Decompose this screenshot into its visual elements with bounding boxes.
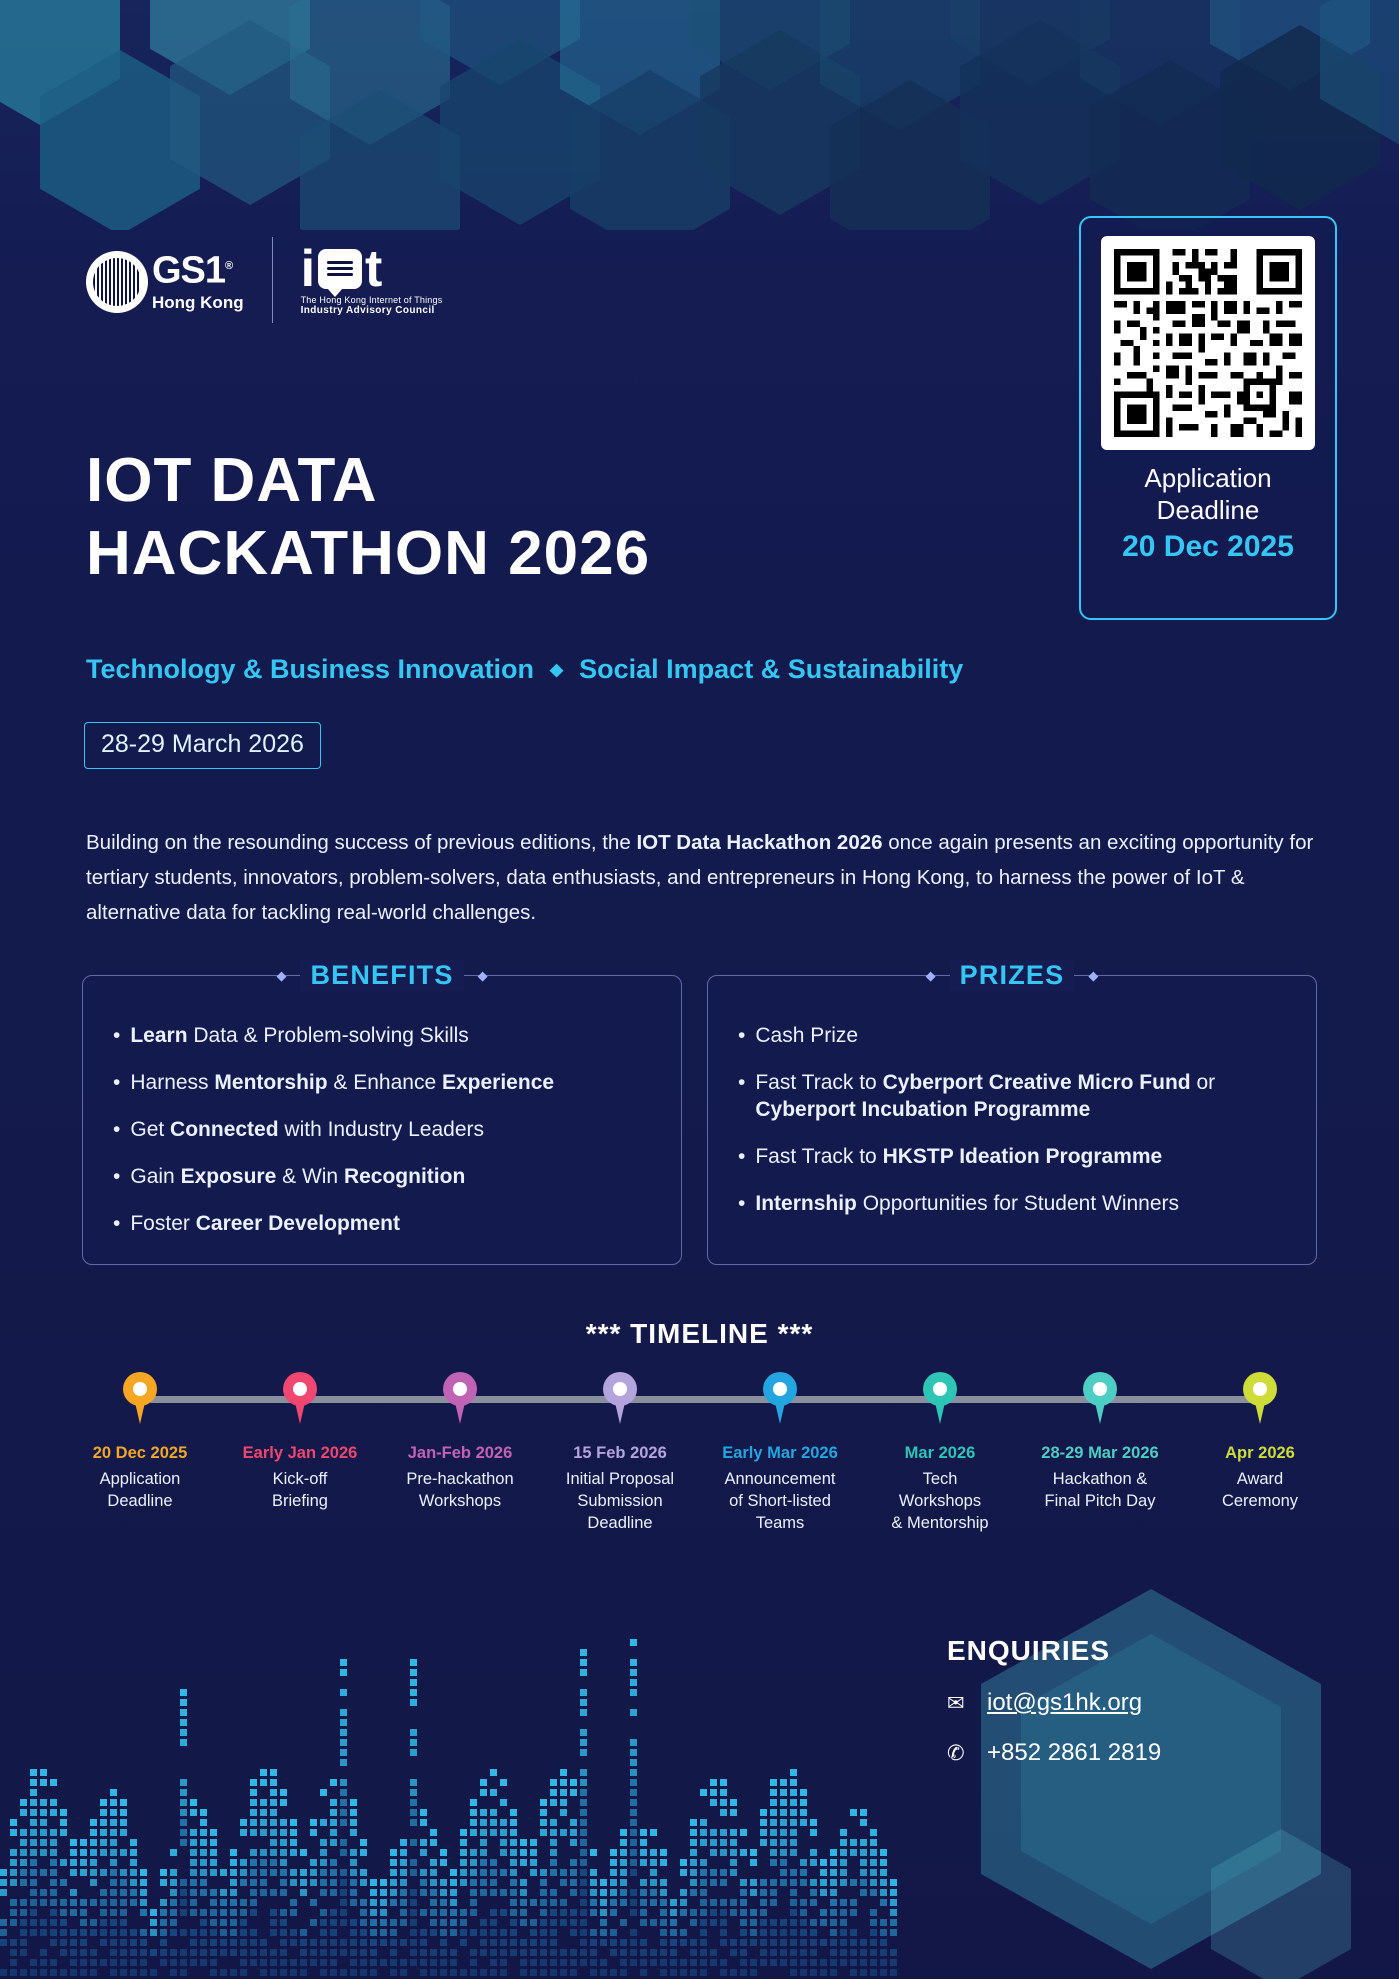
diamond-icon: ◆ [1088, 967, 1099, 983]
gs1-barcode-circle-icon [86, 251, 148, 313]
list-item-label: Cash Prize [755, 1024, 859, 1047]
list-item [113, 1116, 655, 1143]
gs1-word-text: GS1 [152, 249, 226, 292]
timeline-pin-icon [1243, 1372, 1277, 1406]
prizes-list [708, 976, 1316, 1217]
timeline-items [60, 1372, 1340, 1534]
timeline-label: Application Deadline [99, 1470, 181, 1510]
list-item [738, 1143, 1290, 1170]
timeline-pin-center [1093, 1382, 1107, 1396]
intro-part-2: once again presents an exciting opportunity for tertiary students, innovators, problem-solvers, data enthusiasts, and entrepreneurs in Hong Kong, to harness the power of IoT & alternative data for tackling real-world challenges. [86, 831, 1314, 924]
list-item-label: Internship Opportunities for Student Winners [755, 1192, 1180, 1215]
timeline-date: Apr 2026 [1225, 1444, 1295, 1462]
intro-bold-event-name: IOT Data Hackathon 2026 [636, 831, 883, 854]
diamond-icon: ◆ [477, 967, 488, 983]
enquiries-title: ENQUIRIES [947, 1635, 1111, 1666]
divider [1112, 975, 1218, 976]
enquiries-block [947, 1635, 1287, 1767]
list-item [113, 1069, 655, 1096]
bullet-icon: • [113, 1165, 121, 1188]
list-item [738, 1190, 1290, 1217]
timeline-label: Initial Proposal Submission Deadline [565, 1470, 675, 1532]
bullet-icon: • [738, 1024, 746, 1047]
timeline-label: Award Ceremony [1221, 1470, 1299, 1510]
timeline-pin-center [453, 1382, 467, 1396]
timeline-pin-icon [1083, 1372, 1117, 1406]
iot-iac-logo [300, 239, 443, 316]
timeline-date: Mar 2026 [904, 1444, 976, 1462]
enquiries-phone-row [947, 1739, 1287, 1767]
timeline-label: Tech Workshops & Mentorship [891, 1470, 989, 1532]
subtitle-left: Technology & Business Innovation [86, 654, 535, 684]
decorative-pixel-skyline [0, 1559, 900, 1979]
timeline-item [700, 1372, 860, 1534]
timeline-label: Pre-hackathon Workshops [406, 1470, 514, 1510]
qr-code-icon [1114, 249, 1302, 437]
subtitle-right: Social Impact & Sustainability [579, 654, 964, 684]
list-item [113, 1163, 655, 1190]
diamond-icon: ◆ [550, 659, 564, 679]
list-item-label: Harness Mentorship & Enhance Experience [130, 1071, 555, 1094]
gs1-wordmark [152, 247, 232, 290]
list-item [113, 1210, 655, 1237]
benefits-list [83, 976, 681, 1237]
timeline-pin-center [933, 1382, 947, 1396]
iot-caption-line2: Industry Advisory Council [300, 304, 435, 316]
timeline-date: 15 Feb 2026 [573, 1444, 667, 1462]
page-title [86, 444, 650, 590]
timeline-pin-icon [763, 1372, 797, 1406]
logo-divider [272, 237, 273, 323]
list-item [113, 1022, 655, 1049]
decorative-hex-band [0, 0, 1399, 230]
list-item-label: Learn Data & Problem-solving Skills [130, 1024, 469, 1047]
timeline-pin-center [613, 1382, 627, 1396]
envelope-icon: ✉ [947, 1691, 965, 1715]
divider [502, 975, 608, 976]
timeline-label: Kick-off Briefing [272, 1470, 328, 1510]
email-link[interactable]: iot@gs1hk.org [987, 1689, 1143, 1716]
timeline-pin-icon [443, 1372, 477, 1406]
phone-number: +852 2861 2819 [987, 1739, 1162, 1766]
timeline [0, 1372, 1399, 1582]
prizes-panel [707, 960, 1317, 1265]
timeline-item [1180, 1372, 1340, 1534]
logo-group [86, 237, 442, 323]
qr-label-line1: Application [1144, 463, 1272, 493]
intro-part-1: Building on the resounding success of previous editions, the [86, 831, 637, 854]
qr-label-line2: Deadline [1156, 495, 1260, 525]
gs1-logo [86, 247, 244, 314]
timeline-item [220, 1372, 380, 1534]
iot-letter-t: t [365, 239, 383, 298]
timeline-pin-icon [923, 1372, 957, 1406]
bullet-icon: • [113, 1024, 121, 1047]
prizes-panel-header [708, 960, 1316, 991]
event-date-badge: 28-29 March 2026 [84, 722, 321, 769]
timeline-date: 28-29 Mar 2026 [1041, 1444, 1159, 1462]
list-item [738, 1022, 1290, 1049]
timeline-date: Jan-Feb 2026 [407, 1444, 513, 1462]
timeline-label: Announcement of Short-listed Teams [724, 1470, 836, 1532]
timeline-pin-icon [603, 1372, 637, 1406]
subtitle [86, 654, 963, 685]
intro-paragraph [86, 825, 1316, 930]
qr-code-frame [1101, 236, 1315, 450]
divider [156, 975, 262, 976]
timeline-date: Early Mar 2026 [722, 1444, 838, 1462]
list-item-label: Foster Career Development [130, 1212, 400, 1235]
benefits-title: BENEFITS [300, 960, 463, 991]
diamond-icon: ◆ [925, 967, 936, 983]
timeline-item [380, 1372, 540, 1534]
list-item-label: Gain Exposure & Win Recognition [130, 1165, 466, 1188]
timeline-pin-center [1253, 1382, 1267, 1396]
timeline-label: Hackathon & Final Pitch Day [1044, 1470, 1156, 1510]
timeline-pin-icon [283, 1372, 317, 1406]
gs1-region-label: Hong Kong [152, 293, 244, 313]
speech-bubble-icon [318, 249, 362, 289]
timeline-pin-center [293, 1382, 307, 1396]
gs1-registered-icon: ® [225, 259, 233, 272]
list-item-label: Fast Track to HKSTP Ideation Programme [755, 1145, 1163, 1168]
bullet-icon: • [738, 1192, 746, 1215]
benefits-panel-header [83, 960, 681, 991]
timeline-pin-center [133, 1382, 147, 1396]
bullet-icon: • [113, 1212, 121, 1235]
timeline-item [1020, 1372, 1180, 1534]
benefits-panel [82, 960, 682, 1265]
iot-caption-line1: The Hong Kong Internet of Things [300, 294, 443, 305]
application-deadline-card[interactable] [1079, 216, 1337, 620]
enquiries-email-row[interactable] [947, 1689, 1287, 1717]
list-item [738, 1069, 1290, 1123]
qr-deadline-date: 20 Dec 2025 [1122, 530, 1294, 563]
iot-letter-i: i [300, 239, 316, 298]
timeline-item [860, 1372, 1020, 1534]
title-line-1: IOT DATA [86, 446, 378, 515]
phone-icon: ✆ [947, 1741, 965, 1765]
bullet-icon: • [738, 1145, 746, 1168]
diamond-icon: ◆ [276, 967, 287, 983]
list-item-label: Fast Track to Cyberport Creative Micro Fund or Cyberport Incubation Programme [755, 1071, 1216, 1121]
prizes-title: PRIZES [950, 960, 1075, 991]
timeline-date: Early Jan 2026 [242, 1444, 358, 1462]
list-item-label: Get Connected with Industry Leaders [130, 1118, 484, 1141]
timeline-item [540, 1372, 700, 1534]
title-line-2: HACKATHON 2026 [86, 519, 651, 588]
divider [806, 975, 912, 976]
timeline-pin-center [773, 1382, 787, 1396]
timeline-pin-icon [123, 1372, 157, 1406]
timeline-date: 20 Dec 2025 [92, 1444, 188, 1462]
timeline-title: *** TIMELINE *** [585, 1318, 814, 1349]
bullet-icon: • [113, 1118, 121, 1141]
bullet-icon: • [738, 1071, 746, 1094]
bullet-icon: • [113, 1071, 121, 1094]
timeline-item [60, 1372, 220, 1534]
